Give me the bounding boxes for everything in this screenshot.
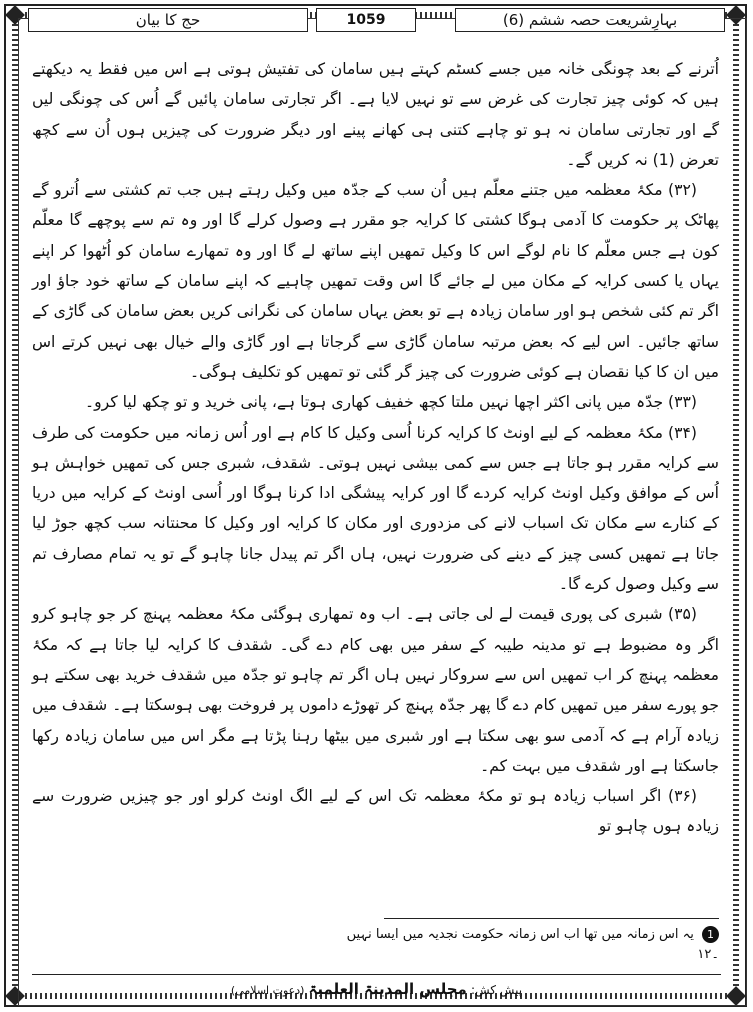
paragraph-33: (۳۳) جدّہ میں پانی اکثر اچھا نہیں ملتا کچھ خفیف کھاری ہوتا ہے، پانی خرید و تو چکھ لیا کرو۔ [85, 393, 697, 412]
footnote-marker: 1 [702, 926, 719, 943]
footnote [339, 925, 719, 965]
paragraph-intro: اُترنے کے بعد چونگی خانہ میں جسے کسٹم کہتے ہیں سامان کی تفتیش ہوتی ہے اس میں فقط یہ دیکھتے ہیں کہ کوئی چیز تجارت کی غرض سے تو نہیں لایا ہے۔ اگر تجارتی سامان پائیں گے اُس کی چونگی لیں گے اور تجارتی سامان نہ ہو تو چاہے کتنی ہی کھانے پینے اور دیگر ضرورت کی چیزیں ہوں اُن سے کچھ تعرض (1) نہ کریں گے۔ [32, 60, 719, 169]
footer-divider [32, 974, 721, 975]
body-text [32, 54, 719, 842]
page-header [28, 8, 725, 34]
footer-organization: مجلس المدینۃ العلمیۃ [308, 980, 467, 998]
paragraph-34: (۳۴) مکۂ معظمہ کے لیے اونٹ کا کرایہ کرنا اُسی وکیل کا کام ہے اور اُس زمانہ میں حکومت کی طرف سے کرایہ مقرر ہو جاتا ہے جس سے کمی بیشی نہیں ہوتی۔ شقدف، شبری جس کی تمھیں خواہش ہو اُس کے موافق وکیل اونٹ کرایہ کردے گا اور کرایہ پیشگی ادا کرنا ہوگا اور اُسی اونٹ کے کرایہ میں دریا کے کنارے سے مکان تک اسباب لانے کی مزدوری اور مکان کا کرایہ اور وکیل کا محنتانہ سب کچھ جوڑ لیا جاتا ہے تمھیں کسی چیز کے دینے کی ضرورت نہیں، ہاں اگر تم پیدل جانا چاہو گے تو یہ تمام مصارف تم سے وکیل وصول کرے گا۔ [32, 423, 719, 594]
paragraph-35: (۳۵) شبری کی پوری قیمت لے لی جاتی ہے۔ اب وہ تمھاری ہوگئی مکۂ معظمہ پہنچ کر جو چاہو کرو اگر وہ مضبوط ہے تو مدینہ طیبہ کے سفر میں بھی کام دے گی۔ شقدف کا کرایہ لیا جاتا ہے کہ مکۂ معظمہ پہنچ کر اب تمھیں اس سے سروکار نہیں ہاں اگر تم چاہو تو جدّہ میں شقدف خرید بھی سکتے ہو جو پورے سفر میں تمھیں کام دے گا پھر جدّہ پہنچ کر تھوڑے داموں پر فروخت بھی ہوسکتا ہے۔ شقدف میں زیادہ آرام ہے کہ آدمی سو بھی سکتا ہے اور شبری میں بیٹھا رہنا پڑتا ہے مگر اس میں سامان زیادہ رکھا جاسکتا ہے اور شقدف میں بہت کم۔ [32, 605, 719, 775]
book-title: بہارِشریعت حصہ ششم (6) [455, 8, 725, 32]
footnote-text: یہ اس زمانہ میں تھا اب اس زمانہ حکومت نجدیہ میں ایسا نہیں ۔۱۲ [346, 927, 719, 962]
footer-presenter: پیش کش: [470, 983, 523, 997]
page-number: 1059 [316, 8, 416, 32]
paragraph-36: (۳۶) اگر اسباب زیادہ ہو تو مکۂ معظمہ تک اس کے لیے الگ اونٹ کرلو اور جو چیزیں ضرورت سے زیادہ ہوں چاہو تو [32, 787, 719, 836]
page-footer [0, 980, 753, 998]
footer-dawat: (دعوتِ اسلامی) [230, 984, 305, 997]
footnote-divider [384, 918, 719, 919]
paragraph-32: (۳۲) مکۂ معظمہ میں جتنے معلّم ہیں اُن سب کے جدّہ میں وکیل رہتے ہیں جب تم کشتی سے اُترو گے پھاٹک پر حکومت کا آدمی ہوگا کشتی کا کرایہ جو مقرر ہے وصول کرلے گا اور وہ تم سے پوچھے گا معلّم کون ہے جس معلّم کا نام لوگے اس کا وکیل تمھیں اپنے ساتھ لے گا اور وہ تمھارے سامان کو اُٹھوا کر اپنے یہاں یا کسی کرایہ کے مکان میں لے جائے گا اس وقت تمھیں چاہیے کہ اپنے سامان کے ساتھ خود جاؤ اور اگر تم کئی شخص ہو اور سامان زیادہ ہے تو بعض یہاں سامان کی نگرانی کریں بعض سامان کی گاڑی کے ساتھ جائیں۔ اس لیے کہ بعض مرتبہ سامان گاڑی سے گرجاتا ہے اور گاڑی والے خیال بھی نہیں کرتے اس میں ان کا کیا نقصان ہے کوئی ضرورت کی چیز گر گئی تو تمھیں کو تکلیف ہوگی۔ [32, 181, 719, 381]
chapter-title: حج کا بیان [28, 8, 308, 32]
